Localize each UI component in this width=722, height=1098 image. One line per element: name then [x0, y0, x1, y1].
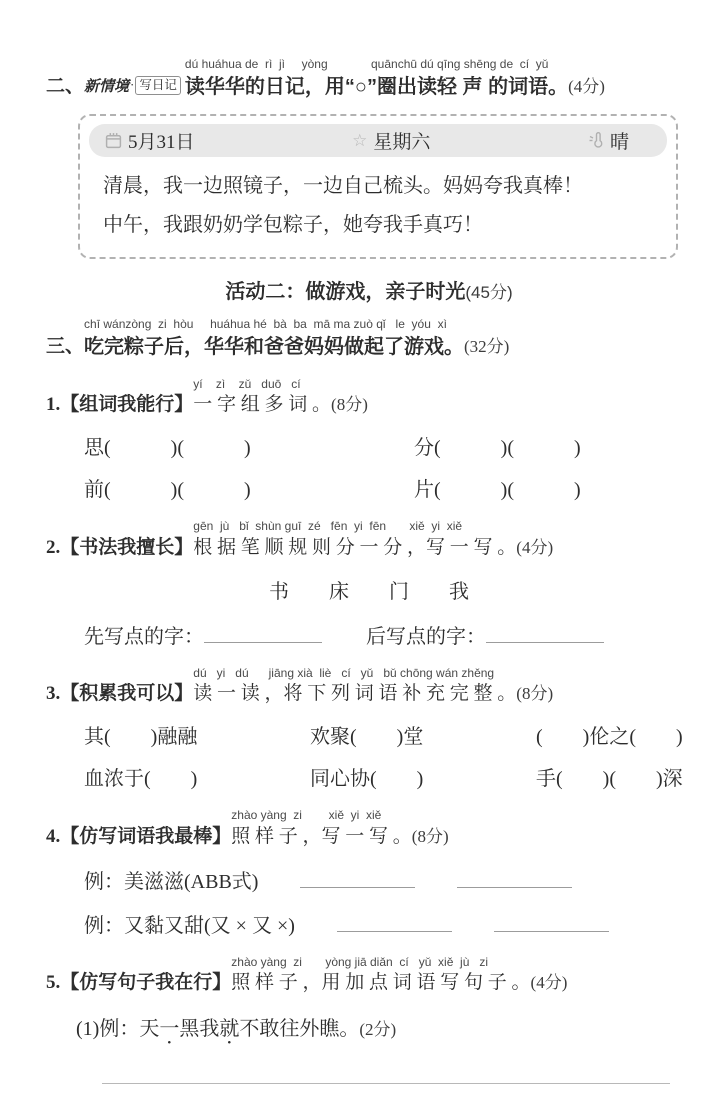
- q5-sub-1-score: (2分): [359, 1020, 397, 1040]
- diary-header-bar: [89, 124, 667, 157]
- activity-2-score: (45分): [465, 282, 513, 302]
- q4-ex2-blank-1: [337, 912, 452, 932]
- q2-answer-row: [84, 620, 692, 649]
- question-2-score: (4分): [516, 537, 554, 557]
- diary-weekday-group: [352, 127, 430, 154]
- section-3-score: (32分): [464, 336, 510, 356]
- diary-weekday: 星期六: [373, 131, 431, 153]
- q3-row-2: [84, 762, 692, 791]
- q5-answer-line: [102, 1083, 670, 1084]
- question-2-number: 2.: [46, 536, 61, 558]
- question-3-score: (8分): [516, 684, 554, 704]
- q2-blank2-line: [486, 623, 604, 643]
- question-1-number: 1.: [46, 394, 61, 416]
- question-4-score: (8分): [411, 826, 449, 846]
- question-5: [46, 956, 692, 996]
- q2-character-list: 书 床 门 我: [269, 580, 469, 603]
- section-2-number: 二、: [46, 75, 85, 97]
- q1-blank-fen: 分( )( ): [414, 437, 581, 460]
- question-4: [46, 809, 692, 849]
- diary-date-group: [105, 127, 195, 154]
- question-1-stem: [193, 378, 331, 418]
- diary-date: 5月31日: [128, 131, 195, 153]
- badge-boxed-text: 写日记: [135, 76, 181, 95]
- q1-blank-si: 思( )( ): [84, 437, 251, 460]
- q3-item-3: ( )伦之( ): [536, 726, 683, 749]
- q4-example-2: [84, 909, 692, 938]
- q5-sentence-part: 不敢往外瞧。: [239, 1018, 360, 1041]
- q3-item-6: 手( )( )深: [536, 768, 683, 791]
- question-5-tag: 【仿写句子我在行】: [60, 972, 232, 994]
- question-3: [46, 667, 692, 707]
- question-3-tag: 【积累我可以】: [60, 683, 194, 705]
- activity-2-title: 活动二：做游戏，亲子时光: [225, 280, 466, 303]
- section-2-score: (4分): [568, 76, 605, 96]
- q3-item-4: 血浓于( ): [84, 768, 198, 791]
- badge-separator: ·: [130, 77, 135, 93]
- section-2-text: 读华华的日记，用“○”圈出读轻 声 的词语。: [184, 75, 569, 98]
- q4-example-2-label: 例：又黏又甜(又 × 又 ×): [84, 914, 295, 937]
- question-4-text: 照 样 子 ，写 一 写 。: [231, 825, 412, 847]
- question-5-number: 5.: [46, 972, 61, 994]
- q5-sentence-part: 天: [139, 1018, 160, 1041]
- question-3-number: 3.: [46, 683, 61, 705]
- question-1-pinyin: yí zì zǔ duō cí: [193, 376, 301, 391]
- section-2-pinyin: dú huáhua de rì jì yòng quānchū dú qīng shēng de cí yǔ: [184, 57, 549, 71]
- calendar-icon: [105, 132, 122, 149]
- q5-sub-1-prefix: (1)例：: [76, 1018, 140, 1041]
- diary-weather: 晴: [609, 131, 629, 153]
- question-1-text: 一 字 组 多 词 。: [193, 394, 332, 416]
- q2-blank1-line: [204, 623, 322, 643]
- q1-row-1: [84, 431, 692, 460]
- question-2-text: 根 据 笔 顺 规 则 分 一 分 ，写 一 写 。: [193, 536, 517, 558]
- question-1-score: (8分): [331, 395, 368, 415]
- question-2-pinyin: gēn jù bǐ shùn guī zé fēn yi fēn xiě yi xiě: [193, 519, 463, 534]
- question-3-pinyin: dú yi dú jiāng xià liè cí yǔ bǔ chōng wán zhěng: [193, 665, 495, 680]
- section-3-heading: [46, 318, 692, 360]
- q1-blank-qian: 前( )( ): [84, 479, 251, 502]
- question-5-pinyin: zhào yàng zi yòng jiā diǎn cí yǔ xiě jù zi: [231, 954, 489, 969]
- activity-2-heading: [46, 275, 692, 304]
- section-3-pinyin: chī wánzòng zi hòu huáhua hé bà ba mā ma zuò qǐ le yóu xì: [84, 316, 447, 331]
- q3-item-2: 欢聚( )堂: [310, 726, 424, 749]
- q3-item-1: 其( )融融: [84, 726, 198, 749]
- question-2: [46, 520, 692, 560]
- badge-bold-text: 新情境: [84, 77, 130, 95]
- section-3-stem: [84, 318, 464, 360]
- q4-example-1: [84, 865, 692, 894]
- question-1-tag: 【组词我能行】: [60, 394, 194, 416]
- section-2-heading: [46, 58, 692, 100]
- section-3-number: 三、: [46, 335, 85, 357]
- q4-example-1-label: 例：美滋滋(ABB式): [84, 870, 259, 893]
- question-5-score: (4分): [530, 973, 568, 993]
- diary-line-1: 清晨，我一边照镜子，一边自己梳头。妈妈夸我真棒！: [103, 174, 583, 197]
- q1-blank-pian: 片( )( ): [414, 479, 581, 502]
- question-4-tag: 【仿写词语我最棒】: [60, 825, 232, 847]
- q2-blank1-label: 先写点的字：: [84, 625, 204, 648]
- question-3-stem: [193, 667, 516, 707]
- q1-row-2: [84, 473, 692, 502]
- section-3-text: 吃完粽子后，华华和爸爸妈妈做起了游戏。: [84, 335, 465, 358]
- q5-sentence-part-dotted: 就 •: [219, 1010, 239, 1048]
- q3-item-5: 同心协( ): [310, 768, 424, 791]
- q5-sentence-part: 黑我: [179, 1018, 220, 1041]
- section-2-stem: [185, 58, 568, 100]
- question-5-text: 照 样 子 ，用 加 点 词 语 写 句 子 。: [231, 972, 531, 994]
- q5-sub-1: [76, 1010, 692, 1049]
- question-2-stem: [193, 520, 516, 560]
- diary-box: [78, 114, 678, 259]
- q4-ex1-blank-2: [457, 868, 572, 888]
- q5-sentence-part-dotted: 一 •: [159, 1010, 179, 1048]
- question-5-stem: [231, 956, 530, 996]
- question-4-stem: [231, 809, 412, 849]
- q3-row-1: [84, 720, 692, 749]
- thermometer-icon: [588, 132, 604, 149]
- diary-weather-group: [588, 127, 629, 154]
- question-4-pinyin: zhào yàng zi xiě yi xiě: [231, 808, 382, 823]
- q4-ex1-blank-1: [300, 868, 415, 888]
- question-4-number: 4.: [46, 825, 61, 847]
- question-1: [46, 378, 692, 418]
- question-3-text: 读 一 读 ，将 下 列 词 语 补 充 完 整 。: [193, 683, 517, 705]
- diary-line-2: 中午，我跟奶奶学包粽子，她夸我手真巧！: [103, 213, 483, 236]
- q2-blank2-label: 后写点的字：: [366, 625, 486, 648]
- star-icon: ☆: [352, 130, 368, 150]
- diary-body: [89, 157, 667, 245]
- question-2-tag: 【书法我擅长】: [60, 536, 194, 558]
- new-context-badge: [84, 75, 181, 100]
- q4-ex2-blank-2: [494, 912, 609, 932]
